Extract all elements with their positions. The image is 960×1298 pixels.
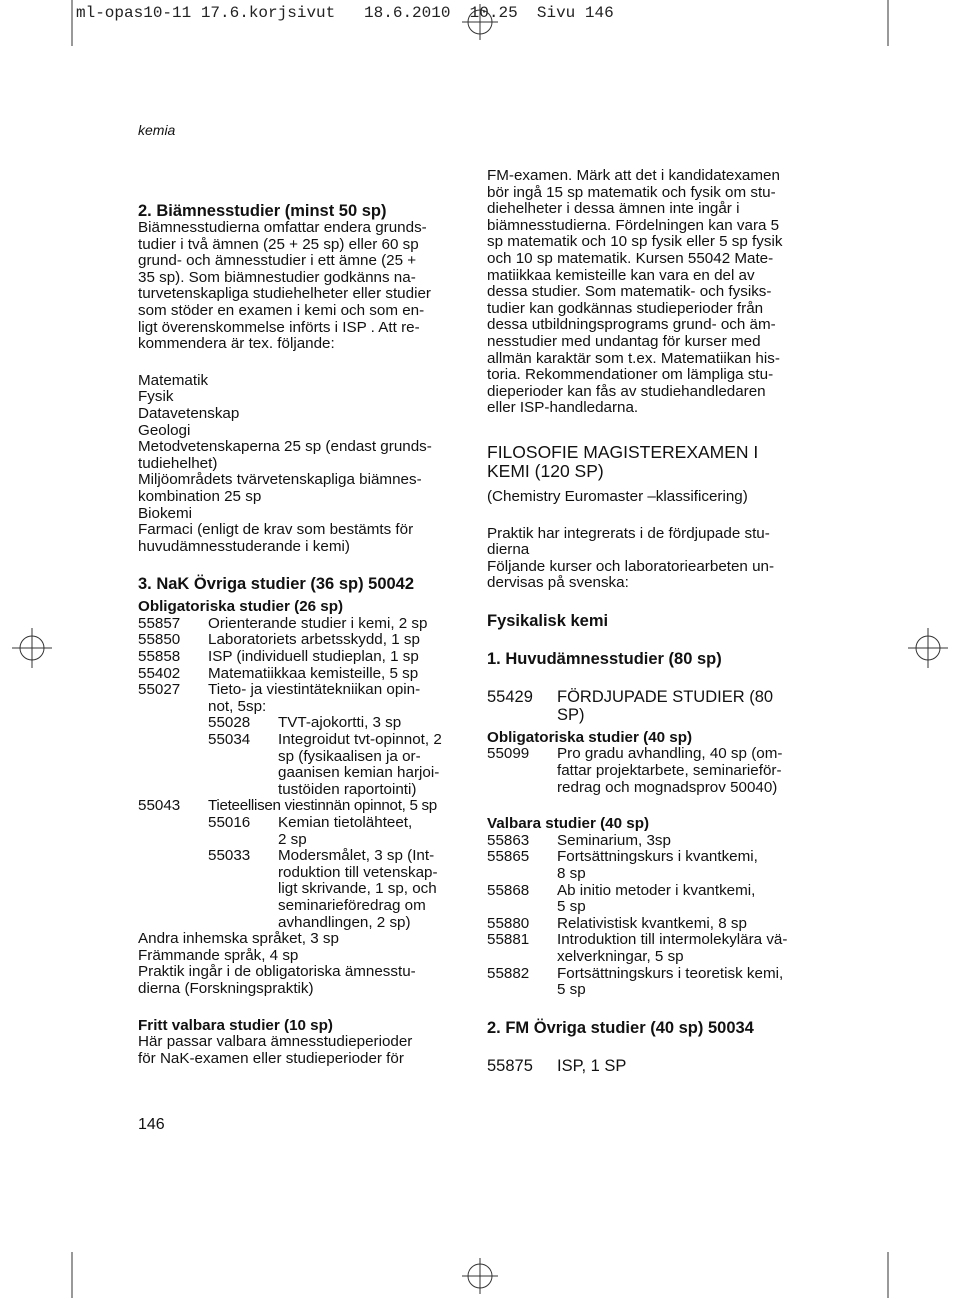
course-title bbox=[557, 849, 805, 882]
course-row bbox=[138, 666, 458, 683]
text-line: 5 sp bbox=[557, 898, 586, 916]
course-row bbox=[138, 649, 458, 666]
text-line: KEMI (120 SP) bbox=[487, 460, 604, 481]
heading-fysikalisk-kemi: Fysikalisk kemi bbox=[487, 611, 609, 630]
text-line: toria. Rekommendationer om lämpliga stu- bbox=[487, 366, 774, 384]
text-line: Andra inhemska språket, 3 sp bbox=[138, 930, 339, 948]
heading-biamnesstudier: 2. Biämnesstudier (minst 50 sp) bbox=[138, 202, 387, 220]
course-title bbox=[557, 932, 805, 965]
text-line: matiikkaa kemisteille kan vara en del av bbox=[487, 266, 755, 284]
text-line: FÖRDJUPADE STUDIER (80 bbox=[557, 687, 774, 706]
course-title: Matematiikkaa kemisteille, 5 sp bbox=[208, 664, 419, 682]
text-line: sp (fysikaalisen ja or- bbox=[278, 747, 421, 765]
text-line: tudier kan godkännas studieperioder från bbox=[487, 299, 764, 317]
course-title bbox=[557, 746, 805, 796]
text-line: Fortsättningskurs i kvantkemi, bbox=[557, 848, 758, 866]
course-code: 55865 bbox=[487, 848, 530, 866]
course-code: 55868 bbox=[487, 881, 530, 899]
text-line: xelverkningar, 5 sp bbox=[557, 948, 684, 965]
sub-course-row bbox=[138, 815, 458, 848]
text-line: diehelheter i dessa ämnen inte ingår i bbox=[487, 200, 740, 218]
course-title: Relativistisk kvantkemi, 8 sp bbox=[557, 914, 747, 932]
course-code: 55429 bbox=[487, 687, 533, 706]
course-row bbox=[138, 632, 458, 649]
course-code: 55028 bbox=[208, 714, 251, 732]
course-code: 55043 bbox=[138, 797, 181, 815]
list-item: Geologi bbox=[138, 421, 191, 439]
list-item: Biokemi bbox=[138, 504, 193, 522]
text-line: Biämnesstudierna omfattar endera grunds- bbox=[138, 219, 427, 236]
course-row bbox=[487, 1057, 805, 1075]
course-row bbox=[487, 932, 805, 965]
course-title bbox=[557, 688, 805, 724]
course-row bbox=[487, 849, 805, 882]
course-code: 55875 bbox=[487, 1056, 533, 1075]
text-line: fattar projektarbete, seminarieför- bbox=[557, 762, 782, 780]
text-line: 2 sp bbox=[278, 830, 307, 848]
text-line: dessa studier. Som matematik- och fysiks- bbox=[487, 283, 772, 301]
course-row bbox=[138, 682, 458, 715]
course-code: 55858 bbox=[138, 648, 181, 666]
text-line: Fortsättningskurs i teoretisk kemi, bbox=[557, 964, 784, 982]
course-code: 55034 bbox=[208, 731, 251, 749]
course-title: ISP (individuell studieplan, 1 sp bbox=[208, 648, 419, 666]
course-title: Orienterande studier i kemi, 2 sp bbox=[208, 614, 428, 632]
text-line: Följande kurser och laboratoriearbeten un- bbox=[487, 557, 775, 575]
text-line: dessa utbildningsprograms grund- och äm- bbox=[487, 316, 776, 334]
course-title bbox=[208, 682, 458, 715]
text-line: tudier i två ämnen (25 + 25 sp) eller 60 sp bbox=[138, 235, 419, 253]
course-title bbox=[557, 966, 805, 999]
text-line: SP) bbox=[557, 705, 585, 724]
text-line: Praktik ingår i de obligatoriska ämnesstu- bbox=[138, 963, 416, 981]
course-code: 55880 bbox=[487, 914, 530, 932]
course-code: 55882 bbox=[487, 964, 530, 982]
list-item: Datavetenskap bbox=[138, 404, 240, 422]
text-line: 8 sp bbox=[557, 865, 586, 883]
heading-obligatoriska: Obligatoriska studier (26 sp) bbox=[138, 598, 344, 616]
text-line: biämnesstudierna. Fördelningen kan vara 5 bbox=[487, 216, 780, 234]
text-line: Tieto- ja viestintätekniikan opin- bbox=[208, 681, 421, 699]
text-line: Här passar valbara ämnesstudieperioder bbox=[138, 1033, 413, 1051]
course-title bbox=[278, 848, 458, 931]
list-item: Fysik bbox=[138, 388, 174, 406]
text-line: Pro gradu avhandling, 40 sp (om- bbox=[557, 745, 783, 763]
text-line: FILOSOFIE MAGISTEREXAMEN I bbox=[487, 441, 759, 462]
text-line: dierna (Forskningspraktik) bbox=[138, 979, 314, 997]
text-line: ligt överenskommelse införts i ISP . Att re- bbox=[138, 318, 420, 336]
text-line: eller ISP-handledarna. bbox=[487, 399, 639, 417]
course-row bbox=[138, 798, 458, 815]
praktik-paragraph bbox=[487, 526, 805, 592]
intro-paragraph bbox=[138, 220, 458, 353]
course-code: 55033 bbox=[208, 847, 251, 865]
text-line: roduktion till vetenskap- bbox=[278, 863, 438, 881]
course-code: 55027 bbox=[138, 681, 181, 699]
list-item: Metodvetenskaperna 25 sp (endast grunds- bbox=[138, 438, 432, 456]
text-line: allmän karaktär som t.ex. Matematiikan his- bbox=[487, 349, 780, 367]
text-line: gaanisen kemian harjoi- bbox=[278, 764, 440, 782]
programme-title bbox=[487, 443, 805, 481]
text-line: not, 5sp: bbox=[208, 697, 267, 715]
text-line: Ab initio metoder i kvantkemi, bbox=[557, 881, 756, 899]
list-item: Matematik bbox=[138, 371, 209, 389]
course-row bbox=[487, 746, 805, 796]
course-title bbox=[278, 732, 458, 798]
course-code: 55863 bbox=[487, 831, 530, 849]
sub-course-row bbox=[138, 848, 458, 931]
course-row bbox=[487, 688, 805, 724]
continuation-paragraph bbox=[487, 168, 805, 417]
text-line: seminarieföredrag om bbox=[278, 896, 426, 914]
course-title: TVT-ajokortti, 3 sp bbox=[278, 714, 402, 732]
list-item: huvudämnesstuderande i kemi) bbox=[138, 537, 350, 555]
course-code: 55881 bbox=[487, 931, 530, 949]
list-item: tudiehelhet) bbox=[138, 454, 218, 472]
text-line: turvetenskapliga studiehelheter eller studier bbox=[138, 285, 431, 303]
text-line: Praktik har integrerats i de fördjupade stu- bbox=[487, 524, 770, 542]
course-code: 55857 bbox=[138, 614, 181, 632]
course-code: 55402 bbox=[138, 664, 181, 682]
text-line: Kemian tietolähteet, bbox=[278, 814, 413, 831]
text-line: ligt skrivande, 1 sp, och bbox=[278, 880, 437, 898]
programme-subtitle: (Chemistry Euromaster –klassificering) bbox=[487, 487, 748, 505]
heading-obligatoriska-right: Obligatoriska studier (40 sp) bbox=[487, 728, 693, 746]
heading-fritt-valbara: Fritt valbara studier (10 sp) bbox=[138, 1016, 333, 1034]
course-title: ISP, 1 SP bbox=[557, 1056, 627, 1075]
course-code: 55099 bbox=[487, 745, 530, 763]
sub-course-row bbox=[138, 715, 458, 732]
text-line: Modersmålet, 3 sp (Int- bbox=[278, 847, 435, 865]
text-line: sp matematik och 10 sp fysik eller 5 sp fysik bbox=[487, 233, 783, 251]
heading-fm-ovriga: 2. FM Övriga studier (40 sp) 50034 bbox=[487, 1018, 754, 1037]
course-row bbox=[138, 616, 458, 633]
list-item: Miljöområdets tvärvetenskapliga biämnes- bbox=[138, 471, 422, 489]
text-line: och 10 sp matematik. Kursen 55042 Mate- bbox=[487, 249, 774, 267]
text-line: Integroidut tvt-opinnot, 2 bbox=[278, 731, 442, 749]
section-label: kemia bbox=[138, 122, 176, 138]
text-line: Främmande språk, 4 sp bbox=[138, 946, 299, 964]
course-code: 55850 bbox=[138, 631, 181, 649]
text-line: för NaK-examen eller studieperioder för bbox=[138, 1049, 404, 1067]
text-line: 5 sp bbox=[557, 981, 586, 999]
extra-studies bbox=[138, 931, 458, 997]
course-row bbox=[487, 916, 805, 933]
course-title bbox=[557, 883, 805, 916]
text-line: dervisas på svenska: bbox=[487, 574, 629, 592]
course-row bbox=[487, 966, 805, 999]
list-item: kombination 25 sp bbox=[138, 487, 262, 505]
text-line: FM-examen. Märk att det i kandidatexamen bbox=[487, 167, 780, 184]
text-line: dieperioder kan fås av studiehandledaren bbox=[487, 382, 766, 400]
course-code: 55016 bbox=[208, 814, 251, 831]
left-column bbox=[138, 202, 458, 1067]
heading-valbara: Valbara studier (40 sp) bbox=[487, 815, 650, 833]
text-line: kommendera är tex. följande: bbox=[138, 335, 335, 353]
text-line: tustöiden raportointi) bbox=[278, 780, 417, 798]
course-title: Laboratoriets arbetsskydd, 1 sp bbox=[208, 631, 420, 649]
text-line: nesstudier med undantag för kurser med bbox=[487, 332, 761, 350]
page-number: 146 bbox=[138, 1116, 165, 1133]
course-row bbox=[487, 833, 805, 850]
text-line: som stöder en examen i kemi och som en- bbox=[138, 301, 425, 319]
course-title: Seminarium, 3sp bbox=[557, 831, 671, 849]
course-title: Tieteellisen viestinnän opinnot, 5 sp bbox=[208, 797, 437, 815]
text-line: redrag och mognadsprov 50040) bbox=[557, 778, 778, 796]
text-line: avhandlingen, 2 sp) bbox=[278, 913, 411, 931]
course-title bbox=[278, 815, 458, 848]
text-line: bör ingå 15 sp matematik och fysik om stu- bbox=[487, 183, 776, 201]
subject-list bbox=[138, 373, 458, 556]
text-line: grund- och ämnesstudier i ett ämne (25 + bbox=[138, 252, 417, 270]
list-item: Farmaci (enligt de krav som bestämts för bbox=[138, 521, 414, 539]
heading-ovriga-studier: 3. NaK Övriga studier (36 sp) 50042 bbox=[138, 575, 415, 594]
text-line: Introduktion till intermolekylära vä- bbox=[557, 931, 788, 949]
text-line: 35 sp). Som biämnestudier godkänns na- bbox=[138, 268, 416, 286]
course-row bbox=[487, 883, 805, 916]
right-column bbox=[487, 168, 805, 1075]
print-slug: ml-opas10-11 17.6.korjsivut 18.6.2010 10.25 Sivu 146 bbox=[76, 4, 614, 22]
sub-course-row bbox=[138, 732, 458, 798]
text-line: dierna bbox=[487, 541, 530, 559]
heading-huvudamnesstudier: 1. Huvudämnesstudier (80 sp) bbox=[487, 649, 722, 668]
